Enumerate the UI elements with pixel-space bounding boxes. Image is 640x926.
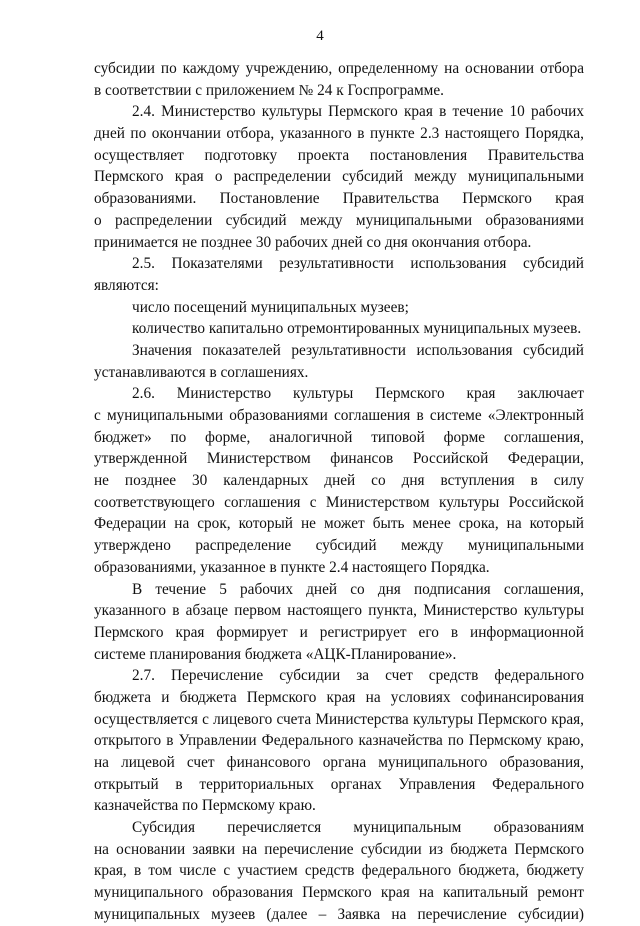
text-line: Значения показателей результативности использования субсидий (132, 341, 584, 359)
text-line: края, в том числе с участием средств федерального бюджета, бюджету (94, 862, 584, 880)
text-line: Федерации на срок, который не может быть менее срока, на который (94, 515, 584, 533)
text-line: число посещений муниципальных музеев; (132, 298, 409, 316)
text-line: образованиями, указанное в пункте 2.4 настоящего Порядка. (94, 558, 490, 576)
text-line: на лицевой счет финансового органа муниципального образования, (94, 754, 584, 771)
text-line: принимается не позднее 30 рабочих дней со дня окончания отбора. (94, 233, 532, 251)
text-line: Субсидия перечисляется муниципальным образованиям (132, 819, 584, 837)
text-line: бюджета и бюджета Пермского края на условиях софинансирования (94, 688, 584, 706)
page-number: 4 (316, 28, 324, 44)
text-line: на основании заявки на перечисление субсидии из бюджета Пермского (94, 840, 584, 858)
document-body (94, 58, 584, 926)
text-line: устанавливаются в соглашениях. (94, 363, 309, 381)
text-line: субсидии по каждому учреждению, определенному на основании отбора (94, 60, 584, 77)
text-line: утверждено распределение субсидий между муниципальными (94, 537, 584, 555)
text-line: Пермского края о распределении субсидий между муниципальными (94, 168, 584, 186)
text-line: о распределении субсидий между муниципальными образованиями (94, 211, 584, 229)
text-line: с муниципальными образованиями соглашения в системе «Электронный (94, 407, 584, 424)
text-line: муниципального образования Пермского края на капитальный ремонт (94, 884, 584, 902)
text-line: образованиями. Постановление Правительства Пермского края (94, 190, 584, 208)
text-line: 2.5. Показателями результативности использования субсидий (132, 255, 584, 273)
text-line: указанного в абзаце первом настоящего пункта, Министерство культуры (94, 602, 584, 620)
text-line: являются: (94, 276, 159, 294)
text-line: муниципальных музеев (далее – Заявка на перечисление субсидии) (94, 905, 584, 923)
text-line: осуществляется с лицевого счета Министерства культуры Пермского края, (94, 710, 584, 728)
text-line: 2.6. Министерство культуры Пермского края заключает (132, 385, 584, 403)
text-line: не позднее 30 календарных дней со дня вступления в силу (94, 472, 584, 490)
text-line: количество капитально отремонтированных муниципальных музеев. (132, 320, 582, 338)
text-line: соответствующего соглашения с Министерством культуры Российской (94, 493, 584, 511)
text-line: системе планирования бюджета «АЦК-Планирование». (94, 645, 457, 663)
text-line: 2.4. Министерство культуры Пермского края в течение 10 рабочих (132, 103, 584, 121)
text-line: бюджет» по форме, аналогичной типовой форме соглашения, (94, 428, 584, 446)
text-line: открытый в территориальных органах Управления Федерального (94, 775, 584, 793)
text-line: 2.7. Перечисление субсидии за счет средств федерального (132, 667, 584, 685)
text-line: казначейства по Пермскому краю. (94, 797, 316, 815)
text-line: утвержденной Министерством финансов Российской Федерации, (94, 450, 584, 468)
text-line: Пермского края формирует и регистрирует его в информационной (94, 623, 584, 641)
text-line: в соответствии с приложением № 24 к Госпрограмме. (94, 81, 444, 99)
text-line: открытого в Управлении Федерального казначейства по Пермскому краю, (94, 732, 584, 750)
text-line: осуществляет подготовку проекта постановления Правительства (94, 146, 584, 164)
text-line: В течение 5 рабочих дней со дня подписания соглашения, (132, 580, 584, 598)
text-line: дней по окончании отбора, указанного в пункте 2.3 настоящего Порядка, (94, 125, 584, 143)
